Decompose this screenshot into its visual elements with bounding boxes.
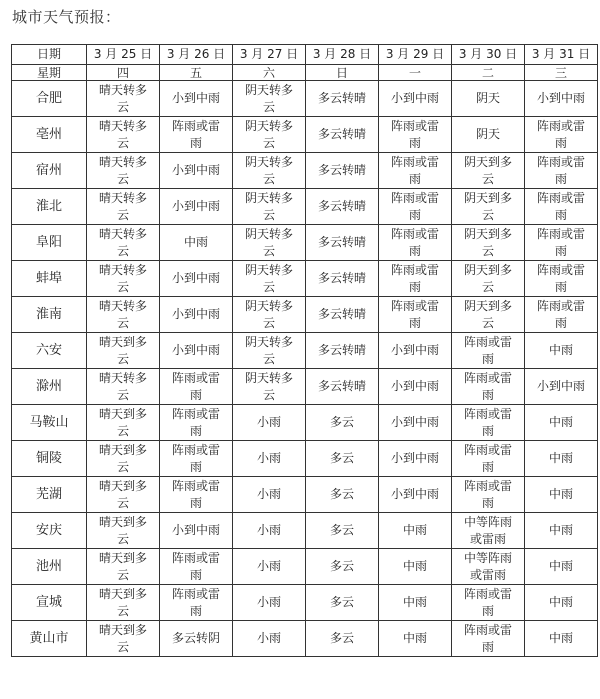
forecast-text: 中雨	[183, 235, 208, 249]
forecast-text: 阵雨或雷雨	[390, 118, 439, 150]
date-header-cell: 3 月 28 日	[306, 45, 379, 65]
forecast-text: 中等阵雨或雷雨	[463, 550, 512, 582]
forecast-cell	[233, 261, 306, 297]
city-name-cell: 阜阳	[12, 225, 87, 261]
forecast-cell	[452, 117, 525, 153]
city-name-cell: 池州	[12, 549, 87, 585]
forecast-cell	[306, 513, 379, 549]
forecast-cell	[160, 549, 233, 585]
weekday-header-cell: 日	[306, 65, 379, 81]
forecast-cell	[87, 621, 160, 657]
forecast-text: 阴天转多云	[244, 82, 293, 114]
forecast-text: 阴天转多云	[244, 262, 293, 294]
forecast-cell	[525, 477, 598, 513]
forecast-cell	[87, 189, 160, 225]
forecast-cell	[87, 513, 160, 549]
forecast-text: 小到中雨	[390, 415, 439, 429]
date-header-label: 日期	[12, 45, 87, 65]
forecast-cell	[87, 585, 160, 621]
forecast-text: 晴天转多云	[98, 82, 147, 114]
forecast-cell	[87, 225, 160, 261]
forecast-text: 小到中雨	[536, 379, 585, 393]
table-row	[12, 369, 598, 405]
city-name-cell: 淮北	[12, 189, 87, 225]
forecast-text: 多云	[329, 415, 354, 429]
forecast-text: 多云转晴	[317, 199, 366, 213]
forecast-cell	[306, 153, 379, 189]
forecast-text: 中雨	[402, 631, 427, 645]
forecast-cell	[452, 153, 525, 189]
date-header-cell: 3 月 25 日	[87, 45, 160, 65]
forecast-cell	[233, 621, 306, 657]
forecast-cell	[525, 585, 598, 621]
city-name-cell: 铜陵	[12, 441, 87, 477]
forecast-cell	[160, 477, 233, 513]
forecast-cell	[452, 477, 525, 513]
forecast-cell	[160, 621, 233, 657]
forecast-text: 小到中雨	[390, 91, 439, 105]
forecast-text: 晴天转多云	[98, 118, 147, 150]
forecast-text: 中雨	[402, 559, 427, 573]
forecast-cell	[306, 621, 379, 657]
forecast-text: 多云转晴	[317, 271, 366, 285]
forecast-text: 阵雨或雷雨	[463, 334, 512, 366]
forecast-text: 多云	[329, 595, 354, 609]
forecast-cell	[160, 189, 233, 225]
weekday-header-cell: 一	[379, 65, 452, 81]
forecast-cell	[452, 189, 525, 225]
forecast-text: 多云	[329, 559, 354, 573]
forecast-text: 阵雨或雷雨	[536, 118, 585, 150]
forecast-cell	[525, 153, 598, 189]
forecast-text: 小雨	[256, 451, 281, 465]
forecast-text: 多云转晴	[317, 379, 366, 393]
forecast-text: 多云	[329, 487, 354, 501]
city-name-cell: 黄山市	[12, 621, 87, 657]
forecast-cell	[306, 261, 379, 297]
forecast-cell	[379, 585, 452, 621]
city-name-cell: 亳州	[12, 117, 87, 153]
forecast-text: 晴天到多云	[98, 406, 147, 438]
forecast-text: 阴天到多云	[463, 154, 512, 186]
forecast-text: 晴天转多云	[98, 190, 147, 222]
city-name-cell: 六安	[12, 333, 87, 369]
forecast-table	[11, 44, 598, 657]
forecast-text: 阵雨或雷雨	[463, 406, 512, 438]
forecast-cell	[87, 261, 160, 297]
forecast-cell	[525, 369, 598, 405]
forecast-text: 阵雨或雷雨	[171, 550, 220, 582]
forecast-cell	[233, 225, 306, 261]
forecast-text: 阵雨或雷雨	[390, 190, 439, 222]
forecast-text: 多云	[329, 523, 354, 537]
date-header-cell: 3 月 30 日	[452, 45, 525, 65]
forecast-cell	[160, 585, 233, 621]
forecast-text: 中雨	[548, 523, 573, 537]
forecast-text: 阵雨或雷雨	[463, 478, 512, 510]
forecast-cell	[525, 333, 598, 369]
forecast-cell	[525, 261, 598, 297]
forecast-cell	[233, 153, 306, 189]
forecast-text: 阵雨或雷雨	[390, 226, 439, 258]
forecast-cell	[233, 549, 306, 585]
forecast-text: 多云转晴	[317, 127, 366, 141]
forecast-cell	[379, 117, 452, 153]
forecast-cell	[452, 369, 525, 405]
forecast-text: 晴天到多云	[98, 334, 147, 366]
forecast-text: 阵雨或雷雨	[171, 406, 220, 438]
forecast-cell	[452, 297, 525, 333]
forecast-cell	[160, 405, 233, 441]
forecast-cell	[233, 513, 306, 549]
forecast-cell	[379, 261, 452, 297]
forecast-cell	[306, 333, 379, 369]
forecast-cell	[87, 405, 160, 441]
table-row	[12, 261, 598, 297]
city-name-cell: 芜湖	[12, 477, 87, 513]
forecast-cell	[452, 261, 525, 297]
forecast-cell	[160, 117, 233, 153]
forecast-cell	[525, 621, 598, 657]
forecast-text: 晴天转多云	[98, 298, 147, 330]
forecast-cell	[452, 621, 525, 657]
forecast-cell	[306, 81, 379, 117]
forecast-text: 小到中雨	[390, 343, 439, 357]
forecast-cell	[160, 513, 233, 549]
forecast-text: 小雨	[256, 487, 281, 501]
forecast-cell	[452, 333, 525, 369]
forecast-text: 晴天到多云	[98, 442, 147, 474]
forecast-text: 阴天转多云	[244, 226, 293, 258]
forecast-cell	[87, 117, 160, 153]
table-row	[12, 477, 598, 513]
forecast-cell	[525, 405, 598, 441]
forecast-text: 阵雨或雷雨	[536, 154, 585, 186]
forecast-text: 中雨	[548, 595, 573, 609]
forecast-cell	[233, 477, 306, 513]
forecast-text: 阴天转多云	[244, 334, 293, 366]
forecast-text: 阵雨或雷雨	[171, 586, 220, 618]
forecast-text: 晴天到多云	[98, 586, 147, 618]
forecast-cell	[87, 153, 160, 189]
forecast-cell	[306, 549, 379, 585]
table-row	[12, 297, 598, 333]
forecast-cell	[87, 477, 160, 513]
forecast-text: 中雨	[548, 415, 573, 429]
forecast-text: 多云转晴	[317, 235, 366, 249]
forecast-text: 阴天	[475, 91, 500, 105]
forecast-text: 阵雨或雷雨	[171, 370, 220, 402]
forecast-text: 中雨	[548, 451, 573, 465]
table-row	[12, 117, 598, 153]
forecast-cell	[379, 549, 452, 585]
forecast-cell	[525, 117, 598, 153]
forecast-cell	[87, 441, 160, 477]
forecast-text: 小雨	[256, 595, 281, 609]
forecast-text: 阵雨或雷雨	[171, 118, 220, 150]
forecast-cell	[160, 369, 233, 405]
forecast-text: 晴天到多云	[98, 622, 147, 654]
forecast-cell	[306, 297, 379, 333]
forecast-text: 阴天转多云	[244, 154, 293, 186]
forecast-text: 小到中雨	[390, 379, 439, 393]
forecast-text: 中等阵雨或雷雨	[463, 514, 512, 546]
forecast-cell	[160, 297, 233, 333]
table-row	[12, 441, 598, 477]
forecast-text: 小到中雨	[171, 163, 220, 177]
forecast-text: 多云转阴	[171, 631, 220, 645]
forecast-cell	[160, 261, 233, 297]
forecast-text: 小雨	[256, 523, 281, 537]
table-row	[12, 333, 598, 369]
forecast-cell	[452, 549, 525, 585]
forecast-cell	[306, 441, 379, 477]
forecast-cell	[452, 405, 525, 441]
forecast-text: 小到中雨	[171, 91, 220, 105]
forecast-text: 阵雨或雷雨	[536, 262, 585, 294]
forecast-cell	[379, 477, 452, 513]
forecast-cell	[306, 405, 379, 441]
forecast-text: 小雨	[256, 631, 281, 645]
forecast-cell	[525, 297, 598, 333]
forecast-text: 小到中雨	[536, 91, 585, 105]
city-name-cell: 马鞍山	[12, 405, 87, 441]
city-name-cell: 宿州	[12, 153, 87, 189]
forecast-text: 多云转晴	[317, 343, 366, 357]
forecast-cell	[160, 81, 233, 117]
forecast-text: 阵雨或雷雨	[463, 622, 512, 654]
forecast-cell	[452, 441, 525, 477]
table-row	[12, 585, 598, 621]
weekday-header-row	[12, 65, 598, 81]
forecast-cell	[306, 585, 379, 621]
city-name-cell: 淮南	[12, 297, 87, 333]
city-name-cell: 宣城	[12, 585, 87, 621]
forecast-cell	[452, 513, 525, 549]
weekday-header-label: 星期	[12, 65, 87, 81]
forecast-cell	[87, 81, 160, 117]
forecast-text: 多云	[329, 451, 354, 465]
forecast-text: 阴天到多云	[463, 298, 512, 330]
forecast-text: 阵雨或雷雨	[536, 298, 585, 330]
forecast-cell	[233, 369, 306, 405]
forecast-cell	[233, 441, 306, 477]
page-title: 城市天气预报：	[12, 8, 121, 26]
forecast-text: 阴天转多云	[244, 190, 293, 222]
forecast-text: 小雨	[256, 559, 281, 573]
forecast-text: 阴天到多云	[463, 226, 512, 258]
forecast-cell	[306, 189, 379, 225]
forecast-cell	[452, 225, 525, 261]
weekday-header-cell: 五	[160, 65, 233, 81]
forecast-cell	[160, 333, 233, 369]
forecast-text: 中雨	[402, 595, 427, 609]
forecast-cell	[160, 153, 233, 189]
forecast-cell	[306, 369, 379, 405]
forecast-text: 阴天到多云	[463, 262, 512, 294]
forecast-cell	[525, 225, 598, 261]
forecast-cell	[379, 513, 452, 549]
forecast-cell	[379, 297, 452, 333]
forecast-text: 阵雨或雷雨	[390, 262, 439, 294]
forecast-cell	[160, 441, 233, 477]
forecast-text: 晴天转多云	[98, 226, 147, 258]
forecast-cell	[233, 405, 306, 441]
weekday-header-cell: 二	[452, 65, 525, 81]
date-header-cell: 3 月 27 日	[233, 45, 306, 65]
forecast-cell	[379, 405, 452, 441]
forecast-text: 阵雨或雷雨	[463, 370, 512, 402]
date-header-row	[12, 45, 598, 65]
table-row	[12, 225, 598, 261]
forecast-cell	[87, 549, 160, 585]
forecast-text: 阵雨或雷雨	[390, 298, 439, 330]
forecast-text: 晴天转多云	[98, 154, 147, 186]
forecast-cell	[379, 153, 452, 189]
forecast-text: 阴天到多云	[463, 190, 512, 222]
city-name-cell: 安庆	[12, 513, 87, 549]
date-header-cell: 3 月 26 日	[160, 45, 233, 65]
forecast-text: 阴天	[475, 127, 500, 141]
forecast-cell	[233, 297, 306, 333]
weekday-header-cell: 四	[87, 65, 160, 81]
forecast-text: 小到中雨	[171, 271, 220, 285]
table-row	[12, 621, 598, 657]
forecast-cell	[233, 117, 306, 153]
forecast-text: 阵雨或雷雨	[171, 442, 220, 474]
forecast-cell	[525, 549, 598, 585]
table-row	[12, 189, 598, 225]
forecast-cell	[233, 189, 306, 225]
table-row	[12, 513, 598, 549]
forecast-cell	[525, 189, 598, 225]
city-name-cell: 蚌埠	[12, 261, 87, 297]
forecast-text: 小到中雨	[390, 487, 439, 501]
forecast-text: 小到中雨	[171, 307, 220, 321]
table-row	[12, 153, 598, 189]
forecast-cell	[525, 81, 598, 117]
forecast-cell	[87, 333, 160, 369]
forecast-cell	[379, 333, 452, 369]
forecast-text: 阴天转多云	[244, 118, 293, 150]
city-name-cell: 合肥	[12, 81, 87, 117]
forecast-cell	[379, 189, 452, 225]
table-row	[12, 81, 598, 117]
forecast-text: 晴天到多云	[98, 514, 147, 546]
forecast-cell	[306, 477, 379, 513]
forecast-cell	[233, 81, 306, 117]
forecast-text: 晴天到多云	[98, 478, 147, 510]
forecast-text: 中雨	[548, 631, 573, 645]
city-name-cell: 滁州	[12, 369, 87, 405]
forecast-cell	[160, 225, 233, 261]
forecast-text: 小到中雨	[171, 523, 220, 537]
forecast-text: 晴天转多云	[98, 262, 147, 294]
forecast-cell	[306, 225, 379, 261]
forecast-text: 阵雨或雷雨	[390, 154, 439, 186]
forecast-text: 阵雨或雷雨	[171, 478, 220, 510]
forecast-text: 阵雨或雷雨	[536, 190, 585, 222]
forecast-text: 中雨	[548, 343, 573, 357]
forecast-text: 中雨	[548, 487, 573, 501]
forecast-cell	[452, 585, 525, 621]
forecast-text: 多云转晴	[317, 91, 366, 105]
forecast-cell	[525, 441, 598, 477]
forecast-text: 中雨	[548, 559, 573, 573]
forecast-text: 多云转晴	[317, 307, 366, 321]
forecast-text: 阵雨或雷雨	[463, 442, 512, 474]
table-row	[12, 405, 598, 441]
forecast-cell	[233, 333, 306, 369]
forecast-text: 小到中雨	[171, 343, 220, 357]
weekday-header-cell: 三	[525, 65, 598, 81]
forecast-cell	[379, 225, 452, 261]
forecast-cell	[525, 513, 598, 549]
forecast-cell	[379, 441, 452, 477]
forecast-text: 阴天转多云	[244, 370, 293, 402]
forecast-text: 中雨	[402, 523, 427, 537]
forecast-cell	[379, 369, 452, 405]
weekday-header-cell: 六	[233, 65, 306, 81]
table-row	[12, 549, 598, 585]
forecast-text: 阴天转多云	[244, 298, 293, 330]
forecast-text: 多云	[329, 631, 354, 645]
forecast-cell	[233, 585, 306, 621]
forecast-cell	[306, 117, 379, 153]
forecast-text: 小到中雨	[171, 199, 220, 213]
forecast-text: 阵雨或雷雨	[536, 226, 585, 258]
forecast-cell	[87, 297, 160, 333]
forecast-text: 晴天转多云	[98, 370, 147, 402]
forecast-cell	[452, 81, 525, 117]
date-header-cell: 3 月 29 日	[379, 45, 452, 65]
forecast-text: 多云转晴	[317, 163, 366, 177]
forecast-text: 阵雨或雷雨	[463, 586, 512, 618]
forecast-cell	[379, 621, 452, 657]
forecast-text: 晴天到多云	[98, 550, 147, 582]
forecast-cell	[87, 369, 160, 405]
forecast-cell	[379, 81, 452, 117]
forecast-text: 小到中雨	[390, 451, 439, 465]
forecast-text: 小雨	[256, 415, 281, 429]
date-header-cell: 3 月 31 日	[525, 45, 598, 65]
